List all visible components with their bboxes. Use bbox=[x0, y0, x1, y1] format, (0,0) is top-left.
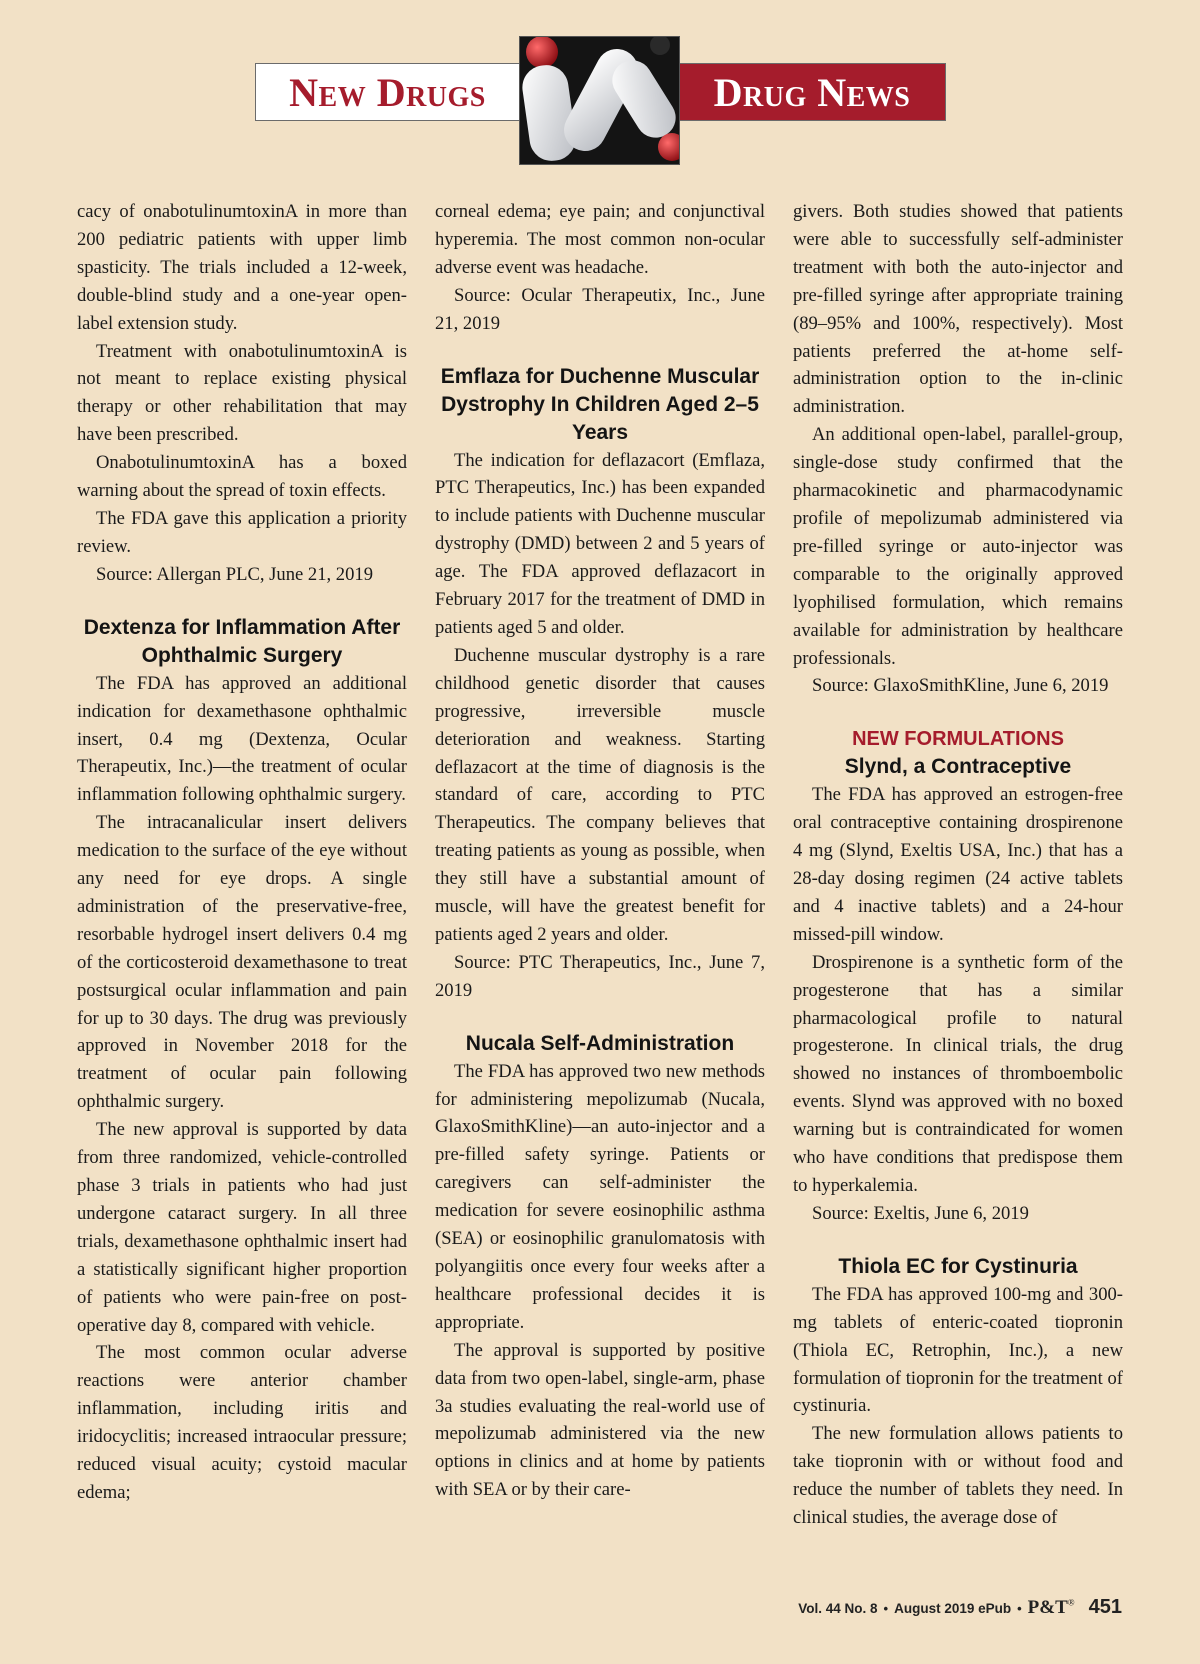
article-heading-emflaza: Emflaza for Duchenne Muscular Dystrophy In Children Aged 2–5 Years bbox=[440, 364, 760, 444]
footer-separator: • bbox=[883, 1601, 889, 1616]
article-heading-dextenza: Dextenza for Inflammation After Ophthalmic Surgery bbox=[83, 615, 401, 667]
paragraph: corneal edema; eye pain; and conjunctival hyperemia. The most common non-ocular adverse event was headache. bbox=[435, 201, 765, 278]
paragraph: The FDA has approved two new methods for administering mepolizumab (Nucala, GlaxoSmithKline)—an auto-injector and a pre-filled safety syringe. Patients or caregivers can self-administer the medication for severe eosinophilic asthma (SEA) or eosinophilic granulomatosis with polyangiitis once every four weeks after a healthcare professional decides it is appropriate. bbox=[435, 1060, 765, 1333]
paragraph: The FDA has approved 100-mg and 300-mg tablets of enteric-coated tiopronin (Thiola EC, Retrophin, Inc.), a new formulation of tiopronin for the treatment of cystinuria. bbox=[793, 1283, 1123, 1417]
source-line: Source: Ocular Therapeutix, Inc., June 21, 2019 bbox=[435, 284, 765, 334]
paragraph: An additional open-label, parallel-group, single-dose study confirmed that the pharmacokinetic and pharmacodynamic profile of mepolizumab administered via pre-filled syringe or auto-injector was comparable to the originally approved lyophilised formulation, which remains available for administration by healthcare professionals. bbox=[793, 424, 1123, 669]
paragraph: Drospirenone is a synthetic form of the progesterone that has a similar pharmacological profile to natural progesterone. In clinical trials, the drug showed no instances of thromboembolic events. Slynd was approved with no boxed warning but is contraindicated for women who have conditions that predispose them to hyperkalemia. bbox=[793, 951, 1123, 1196]
source-line: Source: PTC Therapeutics, Inc., June 7, 2019 bbox=[435, 951, 765, 1001]
registered-mark: ® bbox=[1067, 1597, 1075, 1608]
page-footer bbox=[798, 1596, 1122, 1619]
pills-illustration bbox=[520, 37, 680, 165]
paragraph: OnabotulinumtoxinA has a boxed warning about the spread of toxin effects. bbox=[77, 452, 407, 502]
page-number: 451 bbox=[1088, 1596, 1122, 1618]
column-1 bbox=[77, 198, 407, 1507]
source-line: Source: Allergan PLC, June 21, 2019 bbox=[96, 563, 373, 585]
new-drugs-label: New Drugs bbox=[289, 69, 486, 115]
footer-separator: • bbox=[1017, 1601, 1022, 1616]
section-title-drug-news bbox=[678, 63, 946, 121]
article-heading-nucala: Nucala Self-Administration bbox=[465, 1031, 735, 1055]
paragraph: The approval is supported by positive data from two open-label, single-arm, phase 3a studies evaluating the real-world use of mepolizumab administered via the new options in clinics and at home by patients with SEA or by their care- bbox=[435, 1339, 765, 1501]
journal-label: P&T bbox=[1027, 1597, 1068, 1618]
column-2 bbox=[435, 198, 765, 1504]
paragraph: cacy of onabotulinumtoxinA in more than 200 pediatric patients with upper limb spasticity. The trials included a 12-week, double-blind study and a one-year open-label extension study. bbox=[77, 201, 407, 334]
paragraph: The new approval is supported by data from three randomized, vehicle-controlled phase 3 trials in patients who had just undergone cataract surgery. In all three trials, dexamethasone ophthalmic insert had a statistically significant higher proportion of patients who were pain-free on post-operative day 8, compared with vehicle. bbox=[77, 1119, 407, 1336]
paragraph: The intracanalicular insert delivers medication to the surface of the eye without any need for eye drops. A single administration of the preservative-free, resorbable hydrogel insert delivers 0.4 mg of the corticosteroid dexamethasone to treat postsurgical ocular inflammation and pain for up to 30 days. The drug was previously approved in November 2018 for the treatment of ocular pain following ophthalmic surgery. bbox=[77, 812, 407, 1113]
paragraph: The FDA has approved an estrogen-free oral contraceptive containing drospirenone 4 mg (Slynd, Exeltis USA, Inc.) that has a 28-day dosing regimen (24 active tablets and 4 inactive tablets) and a 24-hour missed-pill window. bbox=[793, 784, 1123, 945]
journal-name bbox=[1028, 1597, 1075, 1619]
source-line: Source: Exeltis, June 6, 2019 bbox=[812, 1202, 1029, 1224]
volume-issue: Vol. 44 No. 8 bbox=[798, 1601, 878, 1616]
paragraph: Treatment with onabotulinumtoxinA is not meant to replace existing physical therapy or other rehabilitation that may have been prescribed. bbox=[77, 340, 407, 446]
paragraph: The new formulation allows patients to take tiopronin with or without food and reduce the number of tablets they need. In clinical studies, the average dose of bbox=[793, 1423, 1123, 1529]
pills-photo-icon bbox=[519, 36, 680, 165]
issue-date: August 2019 ePub bbox=[894, 1601, 1012, 1616]
column-3 bbox=[793, 198, 1123, 1532]
article-heading-slynd: Slynd, a Contraceptive bbox=[844, 755, 1072, 779]
paragraph: Duchenne muscular dystrophy is a rare childhood genetic disorder that causes progressive, irreversible muscle deterioration and weakness. Starting deflazacort at the time of diagnosis is the standard of care, according to PTC Therapeutics. The company believes that treating patients as young as possible, when they still have a substantial amount of muscle, will have the greatest benefit for patients aged 2 years and older. bbox=[435, 644, 765, 945]
paragraph: The FDA gave this application a priority review. bbox=[77, 507, 407, 557]
drug-news-label: Drug News bbox=[713, 69, 911, 115]
section-heading-new-formulations: NEW FORMULATIONS bbox=[852, 728, 1064, 751]
paragraph: The FDA has approved an additional indication for dexamethasone ophthalmic insert, 0.4 mg (Dextenza, Ocular Therapeutix, Inc.)—the treatment of ocular inflammation following ophthalmic surgery. bbox=[77, 672, 407, 806]
paragraph: The most common ocular adverse reactions were anterior chamber inflammation, including iritis and iridocyclitis; increased intraocular pressure; reduced visual acuity; cystoid macular edema; bbox=[77, 1342, 407, 1503]
paragraph: The indication for deflazacort (Emflaza, PTC Therapeutics, Inc.) has been expanded to include patients with Duchenne muscular dystrophy (DMD) between 2 and 5 years of age. The FDA approved deflazacort in February 2017 for the treatment of DMD in patients aged 5 and older. bbox=[435, 449, 765, 638]
section-title-new-drugs bbox=[255, 63, 520, 121]
paragraph: givers. Both studies showed that patients were able to successfully self-administer treatment with both the auto-injector and pre-filled syringe after appropriate training (89–95% and 100%, respectively). Most patients preferred the at-home self-administration option to the in-clinic administration. bbox=[793, 201, 1123, 418]
article-heading-thiola: Thiola EC for Cystinuria bbox=[838, 1254, 1078, 1278]
source-line: Source: GlaxoSmithKline, June 6, 2019 bbox=[812, 675, 1109, 697]
